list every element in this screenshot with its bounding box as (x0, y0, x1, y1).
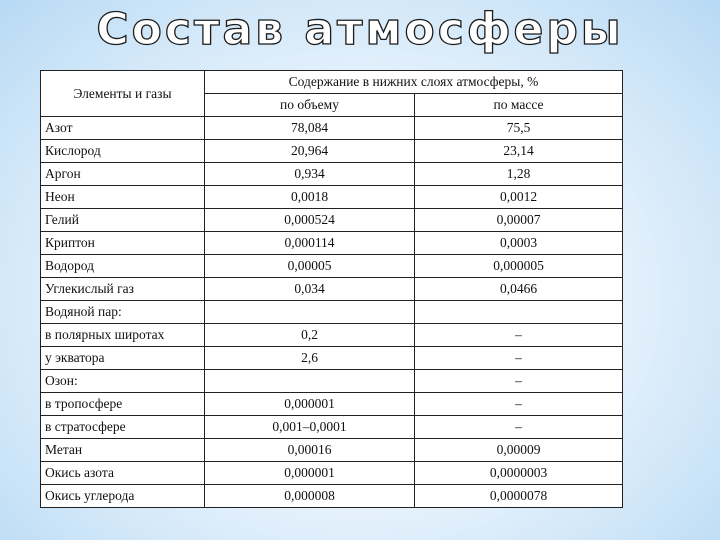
row-mass-cell: 0,0003 (415, 232, 623, 255)
row-mass-cell: 0,00009 (415, 439, 623, 462)
table-row (41, 140, 623, 163)
row-mass-cell: 1,28 (415, 163, 623, 186)
row-volume-cell: 0,934 (205, 163, 415, 186)
row-name-cell: Азот (41, 117, 205, 140)
row-name-cell: Гелий (41, 209, 205, 232)
table-row (41, 209, 623, 232)
row-volume-cell: 0,000524 (205, 209, 415, 232)
row-volume-cell: 0,000008 (205, 485, 415, 508)
page-title: Состав атмосферы (96, 4, 624, 55)
table-row (41, 393, 623, 416)
header-by-mass: по массе (415, 94, 623, 117)
row-volume-cell (205, 370, 415, 393)
row-name-cell: Аргон (41, 163, 205, 186)
row-name-cell: в полярных широтах (41, 324, 205, 347)
row-volume-cell: 0,2 (205, 324, 415, 347)
row-mass-cell: 0,0000078 (415, 485, 623, 508)
row-name-cell: Окись углерода (41, 485, 205, 508)
row-name-cell: Криптон (41, 232, 205, 255)
row-name-cell: Кислород (41, 140, 205, 163)
row-name-cell: Водяной пар: (41, 301, 205, 324)
row-name-cell: Водород (41, 255, 205, 278)
table-row (41, 485, 623, 508)
table-row (41, 232, 623, 255)
row-volume-cell: 0,00016 (205, 439, 415, 462)
row-name-cell: Озон: (41, 370, 205, 393)
row-name-cell: Углекислый газ (41, 278, 205, 301)
row-volume-cell: 0,000114 (205, 232, 415, 255)
row-mass-cell: – (415, 416, 623, 439)
row-volume-cell: 0,000001 (205, 393, 415, 416)
table-row (41, 347, 623, 370)
table-row (41, 186, 623, 209)
row-volume-cell: 2,6 (205, 347, 415, 370)
row-volume-cell: 0,00005 (205, 255, 415, 278)
row-volume-cell: 0,000001 (205, 462, 415, 485)
table-row (41, 163, 623, 186)
row-mass-cell: 0,0012 (415, 186, 623, 209)
table-row (41, 370, 623, 393)
atmosphere-composition-table (40, 70, 623, 508)
table-row (41, 117, 623, 140)
row-mass-cell: 0,000005 (415, 255, 623, 278)
table-row (41, 462, 623, 485)
row-volume-cell: 0,034 (205, 278, 415, 301)
row-mass-cell: – (415, 370, 623, 393)
header-content-group: Содержание в нижних слоях атмосферы, % (205, 71, 623, 94)
table-row (41, 255, 623, 278)
table-row (41, 416, 623, 439)
header-elements-gases: Элементы и газы (41, 71, 205, 117)
row-mass-cell: – (415, 324, 623, 347)
row-mass-cell: – (415, 347, 623, 370)
row-volume-cell: 78,084 (205, 117, 415, 140)
table-row (41, 439, 623, 462)
row-volume-cell: 0,0018 (205, 186, 415, 209)
table-row (41, 278, 623, 301)
row-mass-cell: 0,0000003 (415, 462, 623, 485)
row-name-cell: в тропосфере (41, 393, 205, 416)
row-name-cell: Неон (41, 186, 205, 209)
row-mass-cell (415, 301, 623, 324)
row-name-cell: в стратосфере (41, 416, 205, 439)
row-name-cell: Метан (41, 439, 205, 462)
row-mass-cell: 0,00007 (415, 209, 623, 232)
row-mass-cell: 75,5 (415, 117, 623, 140)
row-mass-cell: 0,0466 (415, 278, 623, 301)
table-row (41, 324, 623, 347)
row-mass-cell: – (415, 393, 623, 416)
row-volume-cell: 20,964 (205, 140, 415, 163)
row-mass-cell: 23,14 (415, 140, 623, 163)
header-by-volume: по объему (205, 94, 415, 117)
table-row (41, 301, 623, 324)
row-volume-cell (205, 301, 415, 324)
row-name-cell: Окись азота (41, 462, 205, 485)
table-body (41, 117, 623, 508)
row-name-cell: у экватора (41, 347, 205, 370)
row-volume-cell: 0,001–0,0001 (205, 416, 415, 439)
